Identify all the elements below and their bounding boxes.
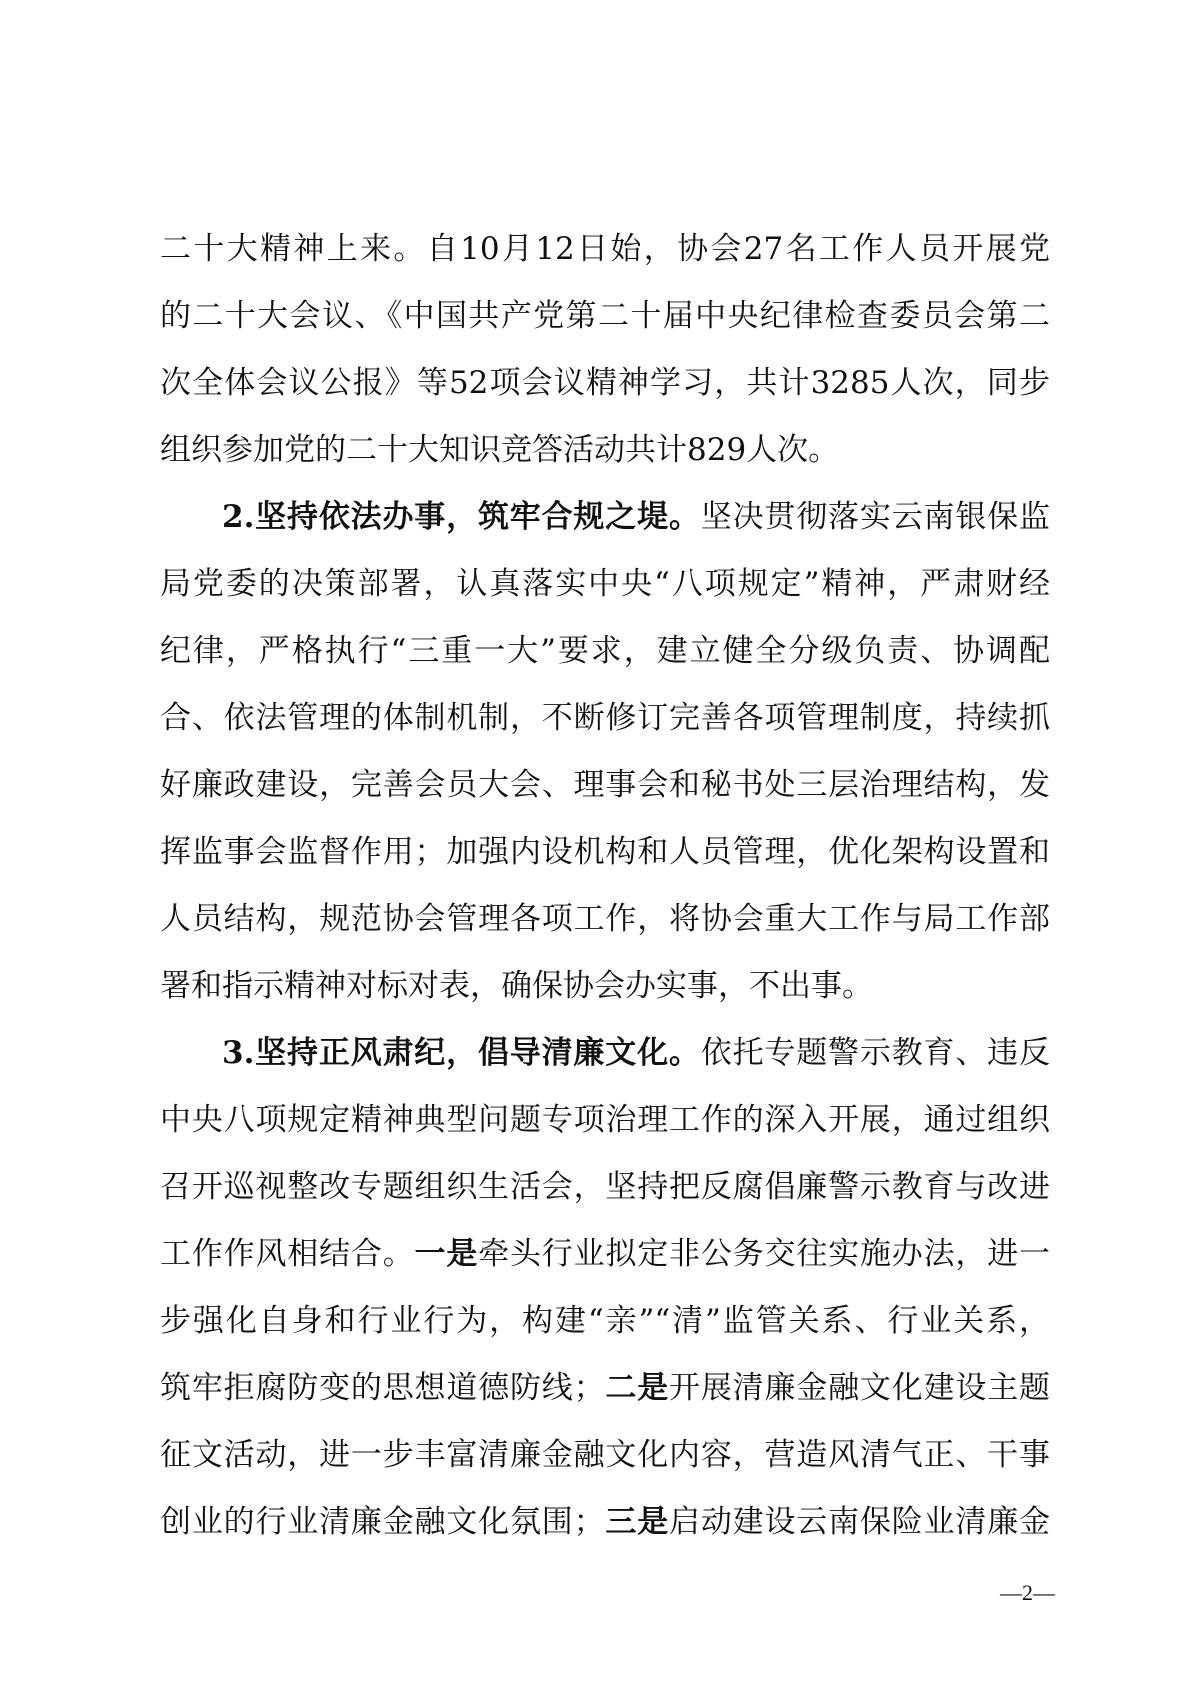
paragraph bbox=[160, 216, 1050, 484]
text-line bbox=[160, 953, 1050, 1020]
text-line bbox=[160, 1154, 1050, 1221]
text-line bbox=[160, 283, 1050, 350]
text-segment: 依托专题警示教育、违反 bbox=[700, 1035, 1050, 1071]
text-line bbox=[160, 551, 1050, 618]
text-segment: 局党委的决策部署，认真落实中央“八项规定”精神，严肃财经 bbox=[160, 566, 1050, 602]
text-line bbox=[160, 1087, 1050, 1154]
text-segment: 坚决贯彻落实云南银保监 bbox=[700, 499, 1050, 535]
text-segment: 挥监事会监督作用；加强内设机构和人员管理，优化架构设置和 bbox=[160, 834, 1050, 870]
text-line bbox=[160, 1489, 1050, 1556]
text-line bbox=[160, 417, 1050, 484]
text-line bbox=[160, 484, 1050, 551]
text-segment: 的二十大会议、《中国共产党第二十届中央纪律检查委员会第二 bbox=[160, 298, 1050, 334]
text-line bbox=[160, 886, 1050, 953]
text-segment: 创业的行业清廉金融文化氛围； bbox=[160, 1504, 605, 1540]
text-line bbox=[160, 350, 1050, 417]
text-segment: 中央八项规定精神典型问题专项治理工作的深入开展，通过组织 bbox=[160, 1102, 1050, 1138]
text-segment: 组织参加党的二十大知识竞答活动共计829人次。 bbox=[160, 432, 840, 468]
text-segment: 次全体会议公报》等52项会议精神学习，共计3285人次，同步 bbox=[160, 365, 1050, 401]
emphasis-marker: 三是 bbox=[604, 1504, 670, 1540]
text-segment: 二十大精神上来。自10月12日始，协会27名工作人员开展党 bbox=[160, 231, 1050, 267]
text-segment: 征文活动，进一步丰富清廉金融文化内容，营造风清气正、干事 bbox=[160, 1437, 1050, 1473]
emphasis-marker: 一是 bbox=[414, 1236, 479, 1272]
page-number: —2— bbox=[1000, 1580, 1055, 1605]
text-segment: 署和指示精神对标对表，确保协会办实事，不出事。 bbox=[160, 968, 873, 1004]
text-line bbox=[160, 1288, 1050, 1355]
text-line bbox=[160, 819, 1050, 886]
paragraph bbox=[160, 484, 1050, 1020]
text-line bbox=[160, 1221, 1050, 1288]
text-line bbox=[160, 618, 1050, 685]
text-line bbox=[160, 1020, 1050, 1087]
text-segment: 合、依法管理的体制机制，不断修订完善各项管理制度，持续抓 bbox=[160, 700, 1050, 736]
text-segment: 工作作风相结合。 bbox=[160, 1236, 415, 1272]
text-line bbox=[160, 1422, 1050, 1489]
text-segment: 召开巡视整改专题组织生活会，坚持把反腐倡廉警示教育与改进 bbox=[160, 1169, 1050, 1205]
paragraph bbox=[160, 1020, 1050, 1556]
text-line bbox=[160, 216, 1050, 283]
text-segment: 开展清廉金融文化建设主题 bbox=[669, 1370, 1050, 1406]
text-line bbox=[160, 685, 1050, 752]
text-segment: 牵头行业拟定非公务交往实施办法，进一 bbox=[478, 1236, 1050, 1272]
section-heading: 3.坚持正风肃纪，倡导清廉文化。 bbox=[222, 1035, 701, 1071]
text-line bbox=[160, 1355, 1050, 1422]
text-segment: 人员结构，规范协会管理各项工作，将协会重大工作与局工作部 bbox=[160, 901, 1050, 937]
text-segment: 启动建设云南保险业清廉金 bbox=[669, 1504, 1050, 1540]
text-segment: 步强化自身和行业行为，构建“亲”“清”监管关系、行业关系， bbox=[160, 1303, 1050, 1339]
text-line bbox=[160, 752, 1050, 819]
text-segment: 好廉政建设，完善会员大会、理事会和秘书处三层治理结构，发 bbox=[160, 767, 1050, 803]
section-heading: 2.坚持依法办事，筑牢合规之堤。 bbox=[222, 499, 701, 535]
emphasis-marker: 二是 bbox=[604, 1370, 670, 1406]
text-segment: 筑牢拒腐防变的思想道德防线； bbox=[160, 1370, 605, 1406]
body-text bbox=[160, 216, 1050, 1556]
text-segment: 纪律，严格执行“三重一大”要求，建立健全分级负责、协调配 bbox=[160, 633, 1050, 669]
